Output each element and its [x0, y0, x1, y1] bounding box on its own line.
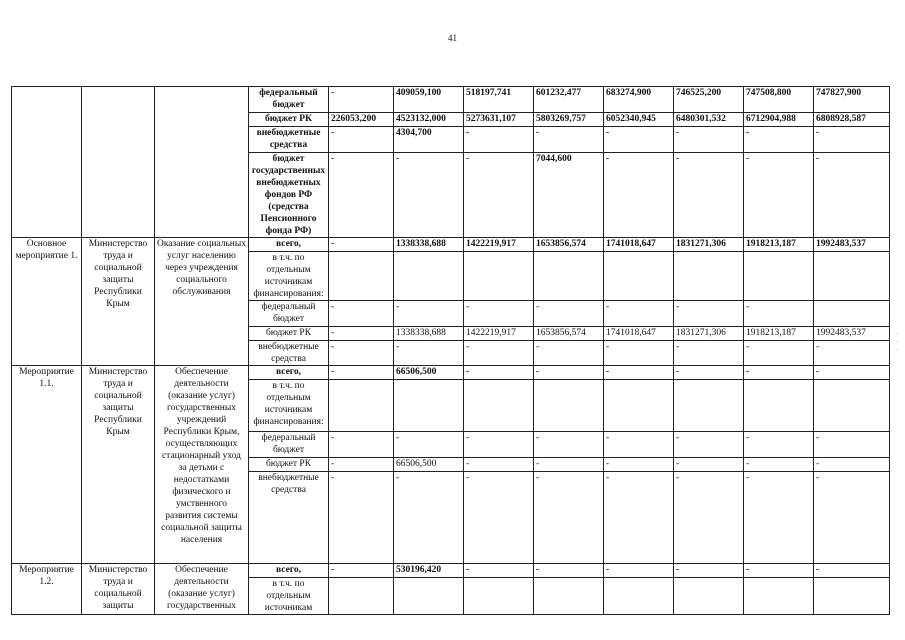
amount-cell: [329, 252, 394, 301]
amount-cell: -: [464, 341, 534, 366]
amount-cell: 746525,200: [674, 87, 744, 113]
amount-cell: -: [814, 472, 890, 564]
funding-table: [11, 86, 890, 615]
amount-cell: 1918213,187: [744, 327, 814, 341]
amount-cell: -: [534, 458, 604, 472]
amount-cell: -: [604, 301, 674, 327]
funding-source-cell: федеральный бюджет: [249, 87, 329, 113]
amount-cell: 4304,700: [394, 127, 464, 153]
amount-cell: -: [744, 366, 814, 380]
table-row: [12, 564, 890, 578]
page-number: 41: [448, 33, 457, 43]
amount-cell: -: [604, 127, 674, 153]
amount-cell: -: [604, 153, 674, 238]
funding-source-cell: внебюджетные средства: [249, 341, 329, 366]
amount-cell: -: [394, 472, 464, 564]
description-cell: Обеспечение деятельности (оказание услуг) государственных учреждений Республики Крым, осуществляющих стационарный уход за детьми с недостатками физического и умственного развития системы социальной защиты населения: [155, 366, 249, 564]
amount-cell: -: [329, 87, 394, 113]
amount-cell: -: [744, 127, 814, 153]
amount-cell: 1338338,688: [394, 238, 464, 252]
amount-cell: -: [464, 153, 534, 238]
amount-cell: [814, 578, 890, 615]
amount-cell: -: [674, 366, 744, 380]
amount-cell: -: [534, 564, 604, 578]
table-row: [12, 366, 890, 380]
edge-scan-mark: · · ·: [896, 330, 899, 354]
amount-cell: [534, 380, 604, 432]
funding-source-cell: бюджет РК: [249, 113, 329, 127]
amount-cell: [604, 252, 674, 301]
amount-cell: -: [534, 341, 604, 366]
amount-cell: -: [744, 472, 814, 564]
description-cell: [155, 87, 249, 238]
amount-cell: -: [604, 472, 674, 564]
funding-source-cell: внебюджетные средства: [249, 127, 329, 153]
amount-cell: 66506,500: [394, 458, 464, 472]
measure-cell: Мероприятие 1.2.: [12, 564, 82, 615]
amount-cell: [329, 578, 394, 615]
amount-cell: -: [814, 458, 890, 472]
funding-source-cell: федеральный бюджет: [249, 432, 329, 458]
amount-cell: -: [329, 127, 394, 153]
amount-cell: -: [329, 341, 394, 366]
amount-cell: -: [329, 472, 394, 564]
amount-cell: 1992483,537: [814, 238, 890, 252]
funding-source-cell: бюджет РК: [249, 458, 329, 472]
amount-cell: -: [814, 153, 890, 238]
amount-cell: 1422219,917: [464, 327, 534, 341]
amount-cell: -: [329, 153, 394, 238]
amount-cell: -: [674, 153, 744, 238]
measure-cell: [12, 87, 82, 238]
description-cell: Обеспечение деятельности (оказание услуг) государственных: [155, 564, 249, 615]
amount-cell: -: [814, 341, 890, 366]
amount-cell: [394, 380, 464, 432]
amount-cell: 1831271,306: [674, 238, 744, 252]
amount-cell: 1992483,537: [814, 327, 890, 341]
amount-cell: -: [464, 564, 534, 578]
funding-source-cell: бюджет государственных внебюджетных фондов РФ (средства Пенсионного фонда РФ): [249, 153, 329, 238]
amount-cell: -: [329, 366, 394, 380]
amount-cell: -: [744, 564, 814, 578]
amount-cell: -: [329, 432, 394, 458]
amount-cell: 1831271,306: [674, 327, 744, 341]
executor-cell: Министерство труда и социальной защиты Республики Крым: [82, 366, 155, 564]
table-row: [12, 238, 890, 252]
amount-cell: 4523132,000: [394, 113, 464, 127]
amount-cell: [329, 380, 394, 432]
executor-cell: Министерство труда и социальной защиты Республики Крым: [82, 238, 155, 366]
amount-cell: 1741018,647: [604, 238, 674, 252]
amount-cell: -: [329, 301, 394, 327]
amount-cell: -: [534, 472, 604, 564]
amount-cell: 1918213,187: [744, 238, 814, 252]
amount-cell: 1653856,574: [534, 327, 604, 341]
amount-cell: [674, 252, 744, 301]
amount-cell: -: [329, 238, 394, 252]
amount-cell: -: [604, 432, 674, 458]
amount-cell: 7044,600: [534, 153, 604, 238]
amount-cell: 6480301,532: [674, 113, 744, 127]
amount-cell: -: [814, 366, 890, 380]
amount-cell: 530196,420: [394, 564, 464, 578]
amount-cell: 66506,500: [394, 366, 464, 380]
table-body: [12, 87, 890, 615]
amount-cell: 1653856,574: [534, 238, 604, 252]
amount-cell: -: [464, 472, 534, 564]
amount-cell: [744, 252, 814, 301]
amount-cell: [814, 380, 890, 432]
amount-cell: -: [534, 432, 604, 458]
funding-source-cell: в т.ч. по отдельным источникам: [249, 578, 329, 615]
amount-cell: [674, 380, 744, 432]
amount-cell: -: [674, 458, 744, 472]
amount-cell: [394, 578, 464, 615]
funding-source-cell: в т.ч. по отдельным источникам финансирования:: [249, 380, 329, 432]
amount-cell: -: [744, 458, 814, 472]
amount-cell: [604, 578, 674, 615]
amount-cell: [604, 380, 674, 432]
amount-cell: -: [744, 153, 814, 238]
amount-cell: [534, 252, 604, 301]
amount-cell: -: [604, 564, 674, 578]
executor-cell: Министерство труда и социальной защиты: [82, 564, 155, 615]
amount-cell: -: [744, 432, 814, 458]
amount-cell: 5803269,757: [534, 113, 604, 127]
amount-cell: -: [329, 327, 394, 341]
amount-cell: 1741018,647: [604, 327, 674, 341]
amount-cell: [814, 252, 890, 301]
funding-source-cell: бюджет РК: [249, 327, 329, 341]
amount-cell: -: [464, 127, 534, 153]
amount-cell: -: [814, 564, 890, 578]
description-cell: Оказание социальных услуг населению через учреждения социального обслуживания: [155, 238, 249, 366]
amount-cell: -: [534, 366, 604, 380]
measure-cell: Основное мероприятие 1.: [12, 238, 82, 366]
amount-cell: [744, 578, 814, 615]
amount-cell: -: [394, 341, 464, 366]
amount-cell: 518197,741: [464, 87, 534, 113]
amount-cell: 6052340,945: [604, 113, 674, 127]
amount-cell: -: [464, 432, 534, 458]
amount-cell: 747508,800: [744, 87, 814, 113]
amount-cell: -: [674, 472, 744, 564]
amount-cell: 409059,100: [394, 87, 464, 113]
amount-cell: -: [464, 366, 534, 380]
amount-cell: -: [744, 301, 814, 327]
amount-cell: 6808928,587: [814, 113, 890, 127]
amount-cell: -: [604, 458, 674, 472]
amount-cell: [464, 578, 534, 615]
amount-cell: -: [329, 458, 394, 472]
funding-source-cell: внебюджетные средства: [249, 472, 329, 564]
amount-cell: -: [464, 301, 534, 327]
amount-cell: 683274,900: [604, 87, 674, 113]
amount-cell: -: [674, 432, 744, 458]
amount-cell: 226053,200: [329, 113, 394, 127]
amount-cell: 5273631,107: [464, 113, 534, 127]
amount-cell: [534, 578, 604, 615]
table-row: [12, 87, 890, 113]
amount-cell: -: [744, 341, 814, 366]
amount-cell: -: [534, 301, 604, 327]
funding-source-cell: в т.ч. по отдельным источникам финансирования:: [249, 252, 329, 301]
amount-cell: [744, 380, 814, 432]
amount-cell: 1422219,917: [464, 238, 534, 252]
funding-source-cell: всего,: [249, 238, 329, 252]
amount-cell: -: [394, 153, 464, 238]
amount-cell: [394, 252, 464, 301]
amount-cell: 6712904,988: [744, 113, 814, 127]
amount-cell: -: [674, 127, 744, 153]
amount-cell: 1338338,688: [394, 327, 464, 341]
funding-source-cell: федеральный бюджет: [249, 301, 329, 327]
amount-cell: -: [674, 301, 744, 327]
amount-cell: [464, 380, 534, 432]
funding-source-cell: всего,: [249, 366, 329, 380]
amount-cell: -: [534, 127, 604, 153]
measure-cell: Мероприятие 1.1.: [12, 366, 82, 564]
amount-cell: [814, 301, 890, 327]
amount-cell: -: [604, 341, 674, 366]
amount-cell: -: [674, 564, 744, 578]
amount-cell: -: [604, 366, 674, 380]
amount-cell: -: [329, 564, 394, 578]
funding-source-cell: всего,: [249, 564, 329, 578]
amount-cell: -: [394, 432, 464, 458]
amount-cell: -: [464, 458, 534, 472]
amount-cell: -: [674, 341, 744, 366]
amount-cell: -: [814, 432, 890, 458]
amount-cell: 601232,477: [534, 87, 604, 113]
amount-cell: [674, 578, 744, 615]
amount-cell: -: [394, 301, 464, 327]
amount-cell: -: [814, 127, 890, 153]
amount-cell: 747827,900: [814, 87, 890, 113]
executor-cell: [82, 87, 155, 238]
amount-cell: [464, 252, 534, 301]
